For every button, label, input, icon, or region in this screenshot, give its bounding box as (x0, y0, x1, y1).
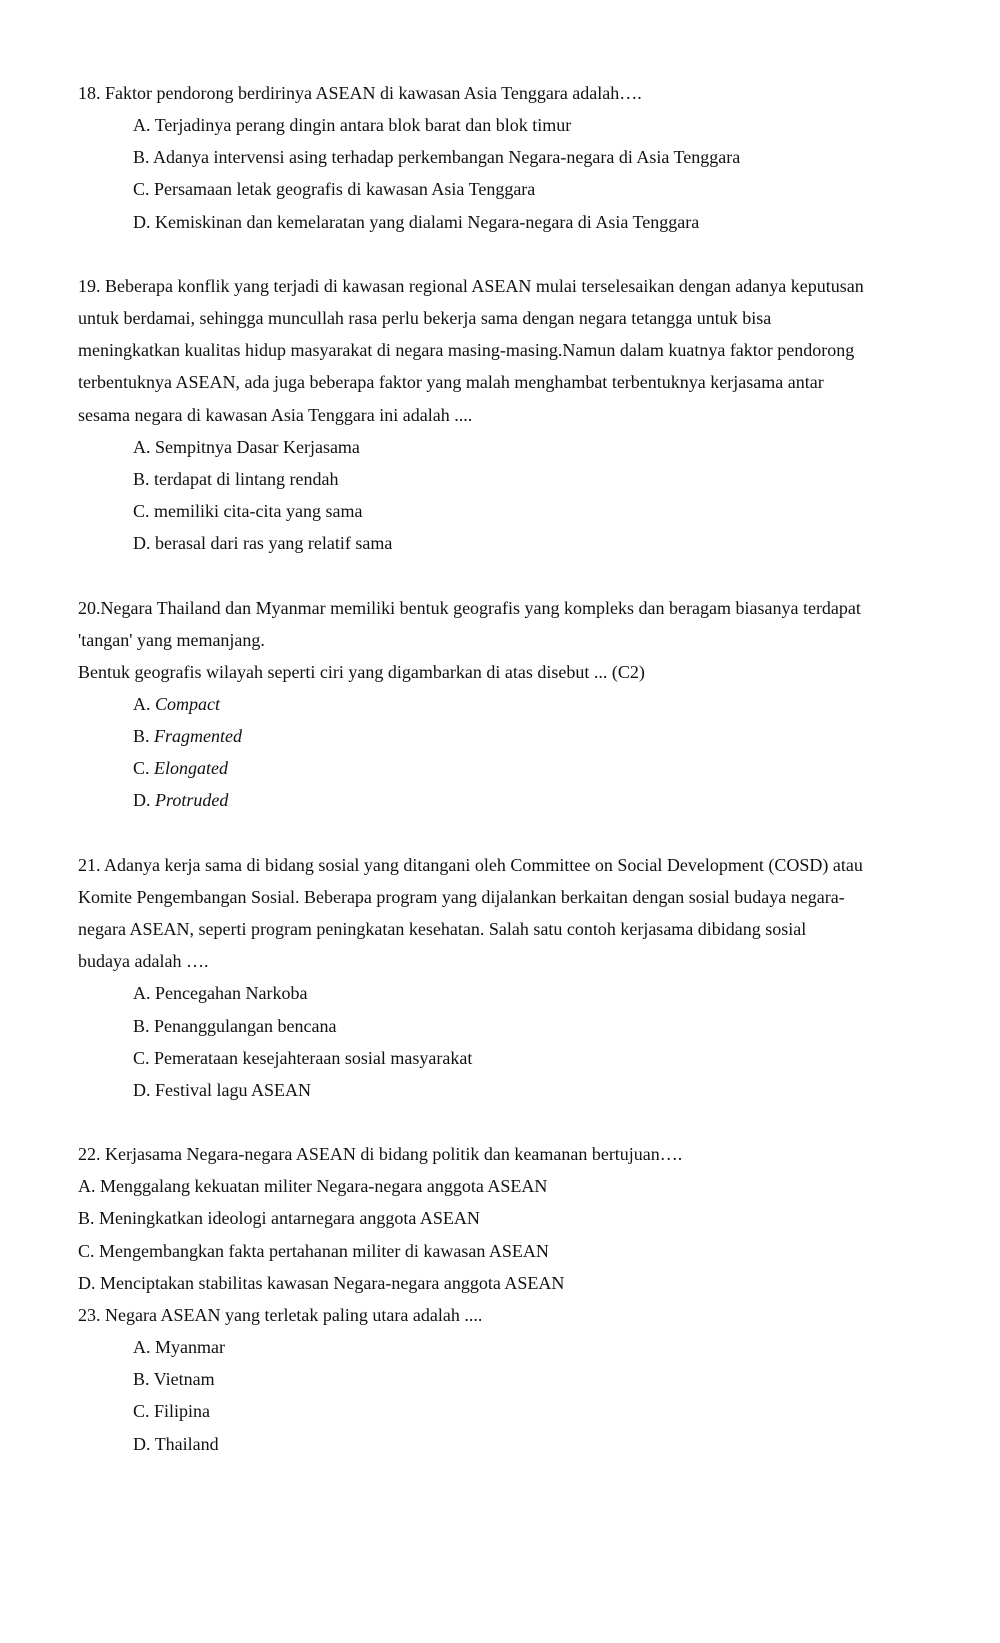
option-letter: A. (133, 436, 151, 457)
option-letter: C. (78, 1240, 95, 1261)
option-b (78, 1202, 978, 1234)
option-text: Menciptakan stabilitas kawasan Negara-negara anggota ASEAN (100, 1272, 565, 1293)
question-stem: untuk berdamai, sehingga muncullah rasa perlu bekerja sama dengan negara tetangga untuk bisa (78, 308, 772, 329)
question-stem: sesama negara di kawasan Asia Tenggara ini adalah .... (78, 404, 473, 425)
option-text: Terjadinya perang dingin antara blok barat dan blok timur (154, 115, 572, 136)
question-stem: negara ASEAN, seperti program peningkatan kesehatan. Salah satu contoh kerjasama dibidang sosial (78, 919, 807, 940)
question-stem: 18. Faktor pendorong berdirinya ASEAN di kawasan Asia Tenggara adalah…. (78, 83, 642, 103)
question-stem: Komite Pengembangan Sosial. Beberapa program yang dijalankan berkaitan dengan sosial budaya negara- (78, 886, 845, 907)
question-stem: terbentuknya ASEAN, ada juga beberapa faktor yang malah menghambat terbentuknya kerjasama antar (78, 372, 824, 393)
option-d (78, 784, 978, 816)
option-letter: A. (133, 115, 151, 136)
option-text: Menggalang kekuatan militer Negara-negara anggota ASEAN (100, 1176, 548, 1197)
question-stem: 'tangan' yang memanjang. (78, 629, 265, 650)
option-letter: B. (133, 468, 150, 489)
question-stem: meningkatkan kualitas hidup masyarakat di negara masing-masing.Namun dalam kuatnya faktor pendorong (78, 340, 855, 361)
option-b (78, 141, 978, 173)
option-text: Adanya intervensi asing terhadap perkembangan Negara-negara di Asia Tenggara (153, 147, 741, 168)
option-letter: D. (78, 1272, 96, 1293)
question-stem: 20.Negara Thailand dan Myanmar memiliki bentuk geografis yang kompleks dan beragam biasanya terdapat (78, 597, 861, 618)
option-text: Thailand (154, 1433, 219, 1454)
option-letter: B. (133, 1369, 150, 1390)
question-21 (78, 849, 978, 1106)
option-letter: C. (133, 501, 150, 522)
option-a (78, 1331, 978, 1363)
option-letter: A. (78, 1176, 96, 1197)
question-22 (78, 1138, 978, 1299)
option-a (78, 977, 978, 1009)
option-text: Protruded (155, 790, 229, 811)
question-19 (78, 270, 978, 559)
option-text: Pencegahan Narkoba (155, 983, 308, 1004)
option-letter: B. (133, 1015, 150, 1036)
option-c (78, 495, 978, 527)
option-text: berasal dari ras yang relatif sama (155, 533, 393, 554)
option-a (78, 1170, 978, 1202)
option-text: memiliki cita-cita yang sama (154, 501, 363, 522)
question-20 (78, 592, 978, 817)
question-stem: 19. Beberapa konflik yang terjadi di kawasan regional ASEAN mulai terselesaikan dengan adanya keputusan (78, 275, 864, 296)
option-c (78, 173, 978, 205)
option-a (78, 109, 978, 141)
option-b (78, 463, 978, 495)
option-text: Compact (155, 693, 220, 714)
option-text: Myanmar (155, 1337, 225, 1358)
question-document (78, 77, 978, 1460)
option-text: Sempitnya Dasar Kerjasama (155, 436, 360, 457)
option-d (78, 1428, 978, 1460)
option-d (78, 527, 978, 559)
option-text: Penanggulangan bencana (154, 1015, 337, 1036)
option-b (78, 720, 978, 752)
option-letter: B. (133, 726, 150, 747)
option-letter: C. (133, 758, 150, 779)
option-b (78, 1010, 978, 1042)
option-text: Elongated (154, 758, 229, 779)
question-stem: budaya adalah …. (78, 951, 209, 972)
option-letter: C. (133, 1047, 150, 1068)
option-text: terdapat di lintang rendah (154, 468, 339, 489)
option-letter: D. (133, 211, 151, 232)
option-c (78, 1042, 978, 1074)
option-letter: D. (133, 790, 151, 811)
option-text: Fragmented (154, 726, 242, 747)
option-letter: A. (133, 1337, 151, 1358)
question-23 (78, 1299, 978, 1460)
option-letter: C. (133, 179, 150, 200)
option-c (78, 752, 978, 784)
option-text: Filipina (154, 1401, 211, 1422)
question-stem: 23. Negara ASEAN yang terletak paling utara adalah .... (78, 1304, 483, 1325)
option-letter: D. (133, 1079, 151, 1100)
option-b (78, 1363, 978, 1395)
option-c (78, 1395, 978, 1427)
option-text: Pemerataan kesejahteraan sosial masyarakat (154, 1047, 473, 1068)
option-text: Kemiskinan dan kemelaratan yang dialami Negara-negara di Asia Tenggara (155, 211, 700, 232)
option-text: Festival lagu ASEAN (155, 1079, 311, 1100)
option-text: Vietnam (153, 1369, 215, 1390)
option-letter: C. (133, 1401, 150, 1422)
question-stem: 22. Kerjasama Negara-negara ASEAN di bidang politik dan keamanan bertujuan…. (78, 1144, 683, 1165)
option-text: Persamaan letak geografis di kawasan Asia Tenggara (154, 179, 536, 200)
option-d (78, 206, 978, 238)
option-d (78, 1074, 978, 1106)
option-letter: D. (133, 1433, 151, 1454)
question-18 (78, 77, 978, 238)
option-a (78, 431, 978, 463)
option-text: Meningkatkan ideologi antarnegara anggota ASEAN (99, 1208, 480, 1229)
option-letter: A. (133, 983, 151, 1004)
question-stem: Bentuk geografis wilayah seperti ciri yang digambarkan di atas disebut ... (C2) (78, 661, 645, 682)
option-letter: B. (78, 1208, 95, 1229)
option-text: Mengembangkan fakta pertahanan militer di kawasan ASEAN (99, 1240, 549, 1261)
option-c (78, 1235, 978, 1267)
option-letter: D. (133, 533, 151, 554)
option-d (78, 1267, 978, 1299)
option-letter: B. (133, 147, 150, 168)
question-stem: 21. Adanya kerja sama di bidang sosial yang ditangani oleh Committee on Social Development (COSD) atau (78, 854, 863, 875)
option-a (78, 688, 978, 720)
option-letter: A. (133, 693, 151, 714)
